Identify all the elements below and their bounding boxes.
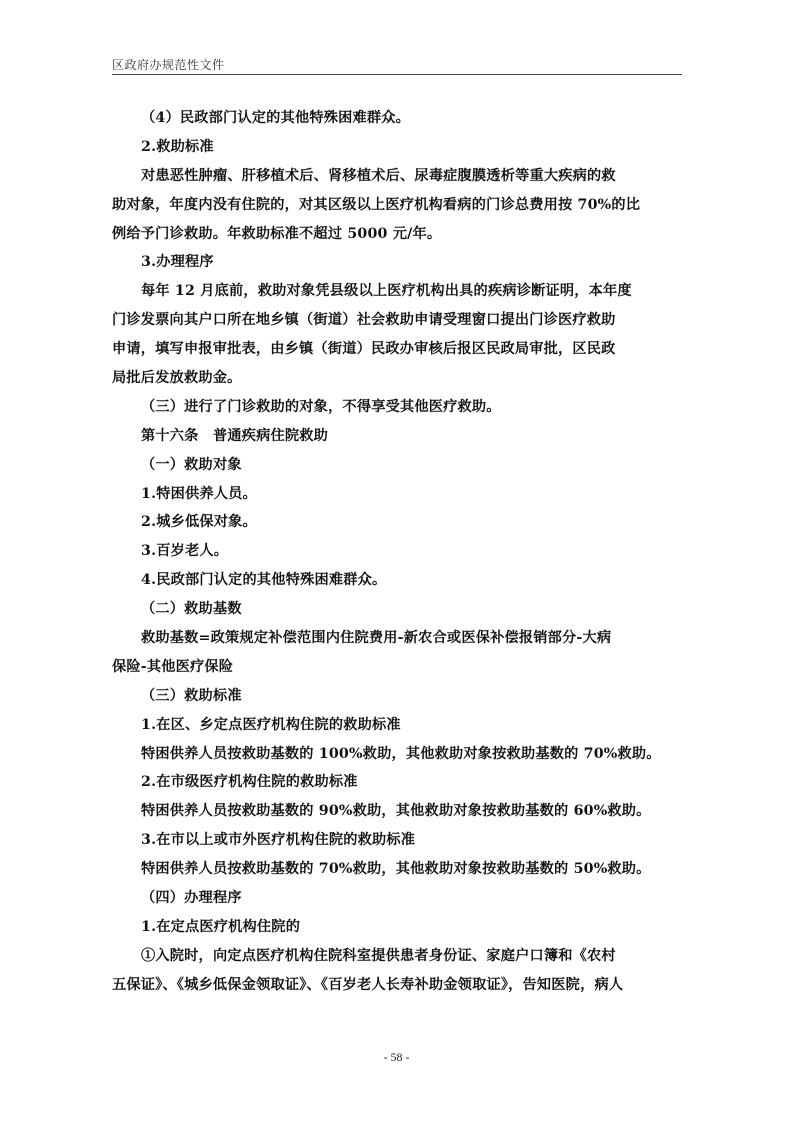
text-line: ①入院时，向定点医疗机构住院科室提供患者身份证、家庭户口簿和《农村 — [141, 947, 616, 964]
text-line: 1.特困供养人员。 — [141, 485, 257, 502]
text-line: 特困供养人员按救助基数的 90%救助，其他救助对象按救助基数的 60%救助。 — [141, 803, 651, 820]
text-line: 3.在市以上或市外医疗机构住院的救助标准 — [141, 832, 416, 849]
page-number: - 58 - — [383, 1050, 410, 1064]
text-line: 保险-其他医疗保险 — [112, 658, 234, 675]
text-line: 2.救助标准 — [141, 138, 214, 155]
text-line: 门诊发票向其户口所在地乡镇（街道）社会救助申请受理窗口提出门诊医疗救助 — [112, 312, 616, 329]
text-line: （一）救助对象 — [141, 456, 242, 473]
text-line: 五保证》、《城乡低保金领取证》、《百岁老人长寿补助金领取证》，告知医院，病人 — [112, 976, 624, 993]
text-line: （4）民政部门认定的其他特殊困难群众。 — [141, 110, 411, 126]
text-line: 对患恶性肿瘤、肝移植术后、肾移植术后、尿毒症腹膜透析等重大疾病的救 — [141, 167, 616, 184]
text-line: （二）救助基数 — [141, 601, 242, 618]
text-line: （四）办理程序 — [141, 890, 242, 907]
text-line: 3.百岁老人。 — [141, 543, 229, 560]
text-line: 4.民政部门认定的其他特殊困难群众。 — [141, 572, 387, 589]
text-line: 每年 12 月底前，救助对象凭县级以上医疗机构出具的疾病诊断证明，本年度 — [141, 283, 632, 300]
text-line: 局批后发放救助金。 — [112, 370, 242, 387]
text-line: 1.在定点医疗机构住院的 — [141, 918, 301, 935]
text-line: （三）救助标准 — [141, 687, 242, 704]
text-line: 3.办理程序 — [141, 254, 214, 271]
text-line: 救助基数=政策规定补偿范围内住院费用-新农合或医保补偿报销部分-大病 — [141, 630, 612, 647]
text-line: 2.城乡低保对象。 — [141, 514, 257, 531]
header-divider — [112, 74, 682, 75]
text-line: 特困供养人员按救助基数的 100%救助，其他救助对象按救助基数的 70%救助。 — [141, 745, 661, 762]
text-line: 例给予门诊救助。年救助标准不超过 5000 元/年。 — [112, 225, 442, 242]
text-line: 1.在区、乡定点医疗机构住院的救助标准 — [141, 716, 401, 733]
document-body — [112, 104, 684, 1000]
text-line: 2.在市级医疗机构住院的救助标准 — [141, 774, 358, 791]
text-line: 助对象，年度内没有住院的，对其区级以上医疗机构看病的门诊总费用按 70%的比 — [112, 196, 641, 213]
text-line: 特困供养人员按救助基数的 70%救助，其他救助对象按救助基数的 50%救助。 — [141, 861, 651, 878]
document-header: 区政府办规范性文件 — [112, 58, 225, 72]
text-line: 申请，填写申报审批表，由乡镇（街道）民政办审核后报区民政局审批，区民政 — [112, 341, 616, 358]
text-line: （三）进行了门诊救助的对象，不得享受其他医疗救助。 — [141, 398, 501, 415]
text-line: 第十六条 普通疾病住院救助 — [141, 427, 329, 444]
